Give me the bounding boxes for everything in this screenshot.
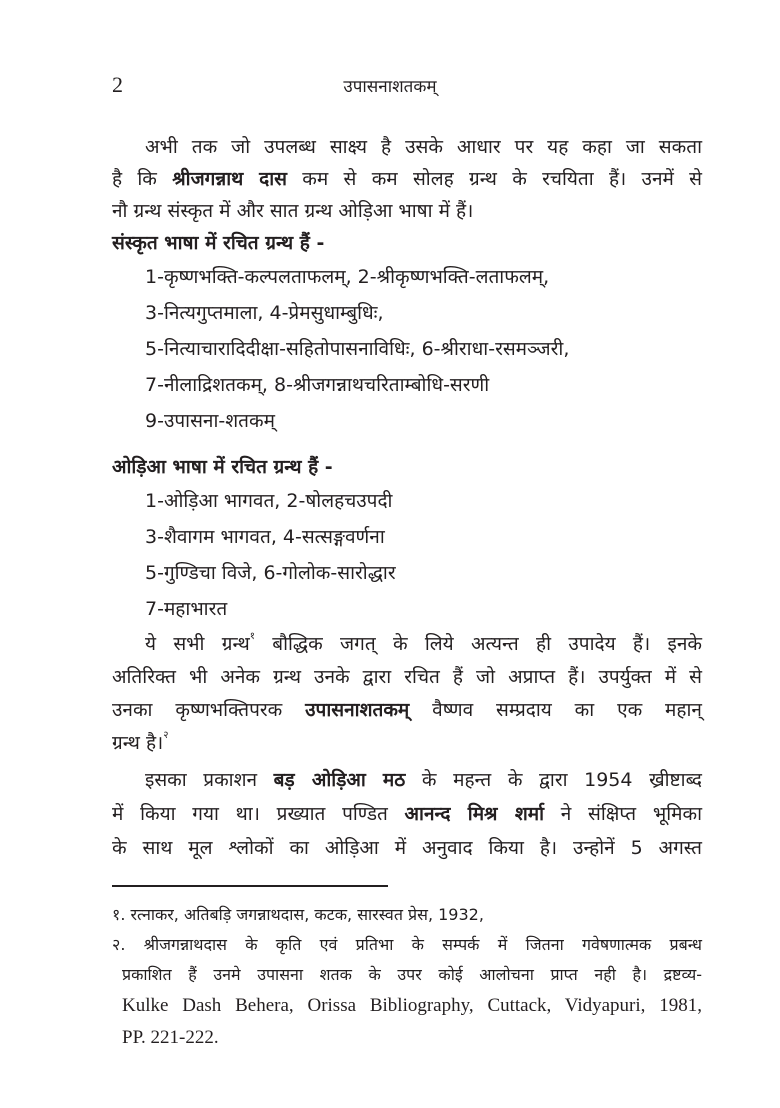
list-item: 5-गुण्डिचा विजे, 6-गोलोक-सारोद्धार (145, 562, 396, 584)
footnote-ref: १ (249, 631, 255, 642)
page-number: 2 (112, 72, 123, 97)
text: है कि (112, 168, 173, 190)
text: कम से कम सोलह ग्रन्थ के रचयिता हैं। उनमें से (287, 168, 702, 190)
paragraph-line (112, 800, 702, 828)
paragraph-line (112, 729, 702, 757)
list-item: 1-ओड़िआ भागवत, 2-षोलहचउपदी (145, 490, 393, 512)
paragraph-line (112, 696, 702, 724)
paragraph-line (112, 165, 702, 193)
list-item: 3-नित्यगुप्तमाला, 4-प्रेमसुधाम्बुधिः, (145, 302, 384, 324)
text: इसका प्रकाशन (145, 769, 274, 791)
text: वैष्णव सम्प्रदाय का एक महान् (409, 699, 702, 721)
math-name: बड़ ओड़िआ मठ (273, 769, 406, 791)
paragraph-line (145, 630, 702, 658)
text: में किया गया था। प्रख्यात पण्डित (112, 803, 405, 825)
list-item: 7-नीलाद्रिशतकम्, 8-श्रीजगन्नाथचरिताम्बोधि-सरणी (145, 374, 490, 396)
footnote-2-line: प्रकाशित हैं उनमे उपासना शतक के उपर कोई आलोचना प्राप्त नही है। द्रष्टव्य- (122, 965, 702, 984)
author-name: श्रीजगन्नाथ दास (172, 168, 287, 190)
running-title: उपासनाशतकम् (343, 77, 437, 97)
footnote-2-line: PP. 221-222. (122, 1027, 219, 1048)
section-heading-odia: ओड़िआ भाषा में रचित ग्रन्थ हैं - (112, 456, 333, 478)
section-heading-sanskrit: संस्कृत भाषा में रचित ग्रन्थ हैं - (112, 232, 325, 254)
paragraph-line: के साथ मूल श्लोकों का ओड़िआ में अनुवाद किया है। उन्होनें 5 अगस्त (112, 837, 702, 859)
paragraph-line (145, 766, 702, 794)
list-item: 1-कृष्णभक्ति-कल्पलताफलम्, 2-श्रीकृष्णभक्ति-लताफलम्, (145, 266, 550, 288)
footnote-1: १. रत्नाकर, अतिबड़ि जगन्नाथदास, कटक, सारस्वत प्रेस, 1932, (112, 905, 484, 924)
text: ने संक्षिप्त भूमिका (544, 803, 702, 825)
text: बौद्धिक जगत् के लिये अत्यन्त ही उपादेय हैं। इनके (254, 633, 703, 655)
list-item: 3-शैवागम भागवत, 4-सत्सङ्गवर्णना (145, 526, 385, 548)
text: के महन्त के द्वारा 1954 ख्रीष्टाब्द (405, 769, 702, 791)
list-item: 9-उपासना-शतकम् (145, 410, 275, 432)
scholar-name: आनन्द मिश्र शर्मा (404, 803, 545, 825)
footnote-ref: २ (163, 730, 169, 741)
work-title: उपासनाशतकम् (305, 699, 410, 721)
paragraph-line: नौ ग्रन्थ संस्कृत में और सात ग्रन्थ ओड़िआ भाषा में हैं। (112, 200, 474, 222)
footnote-2-line: Kulke Dash Behera, Orissa Bibliography, Cuttack, Vidyapuri, 1981, (122, 995, 702, 1016)
text: ग्रन्थ है। (112, 732, 164, 754)
text: ये सभी ग्रन्थ (145, 633, 250, 655)
footnote-2-line: २. श्रीजगन्नाथदास के कृति एवं प्रतिभा के सम्पर्क में जितना गवेषणात्मक प्रबन्ध (112, 935, 702, 954)
list-item: 5-नित्याचारादिदीक्षा-सहितोपासनाविधिः, 6-श्रीराधा-रसमञ्जरी, (145, 338, 570, 360)
paragraph-line: अभी तक जो उपलब्ध साक्ष्य है उसके आधार पर यह कहा जा सकता (145, 136, 702, 158)
list-item: 7-महाभारत (145, 598, 228, 620)
paragraph-line: अतिरिक्त भी अनेक ग्रन्थ उनके द्वारा रचित हैं जो अप्राप्त हैं। उपर्युक्त में से (112, 666, 702, 688)
footnote-divider (112, 885, 388, 887)
text: उनका कृष्णभक्तिपरक (112, 699, 306, 721)
